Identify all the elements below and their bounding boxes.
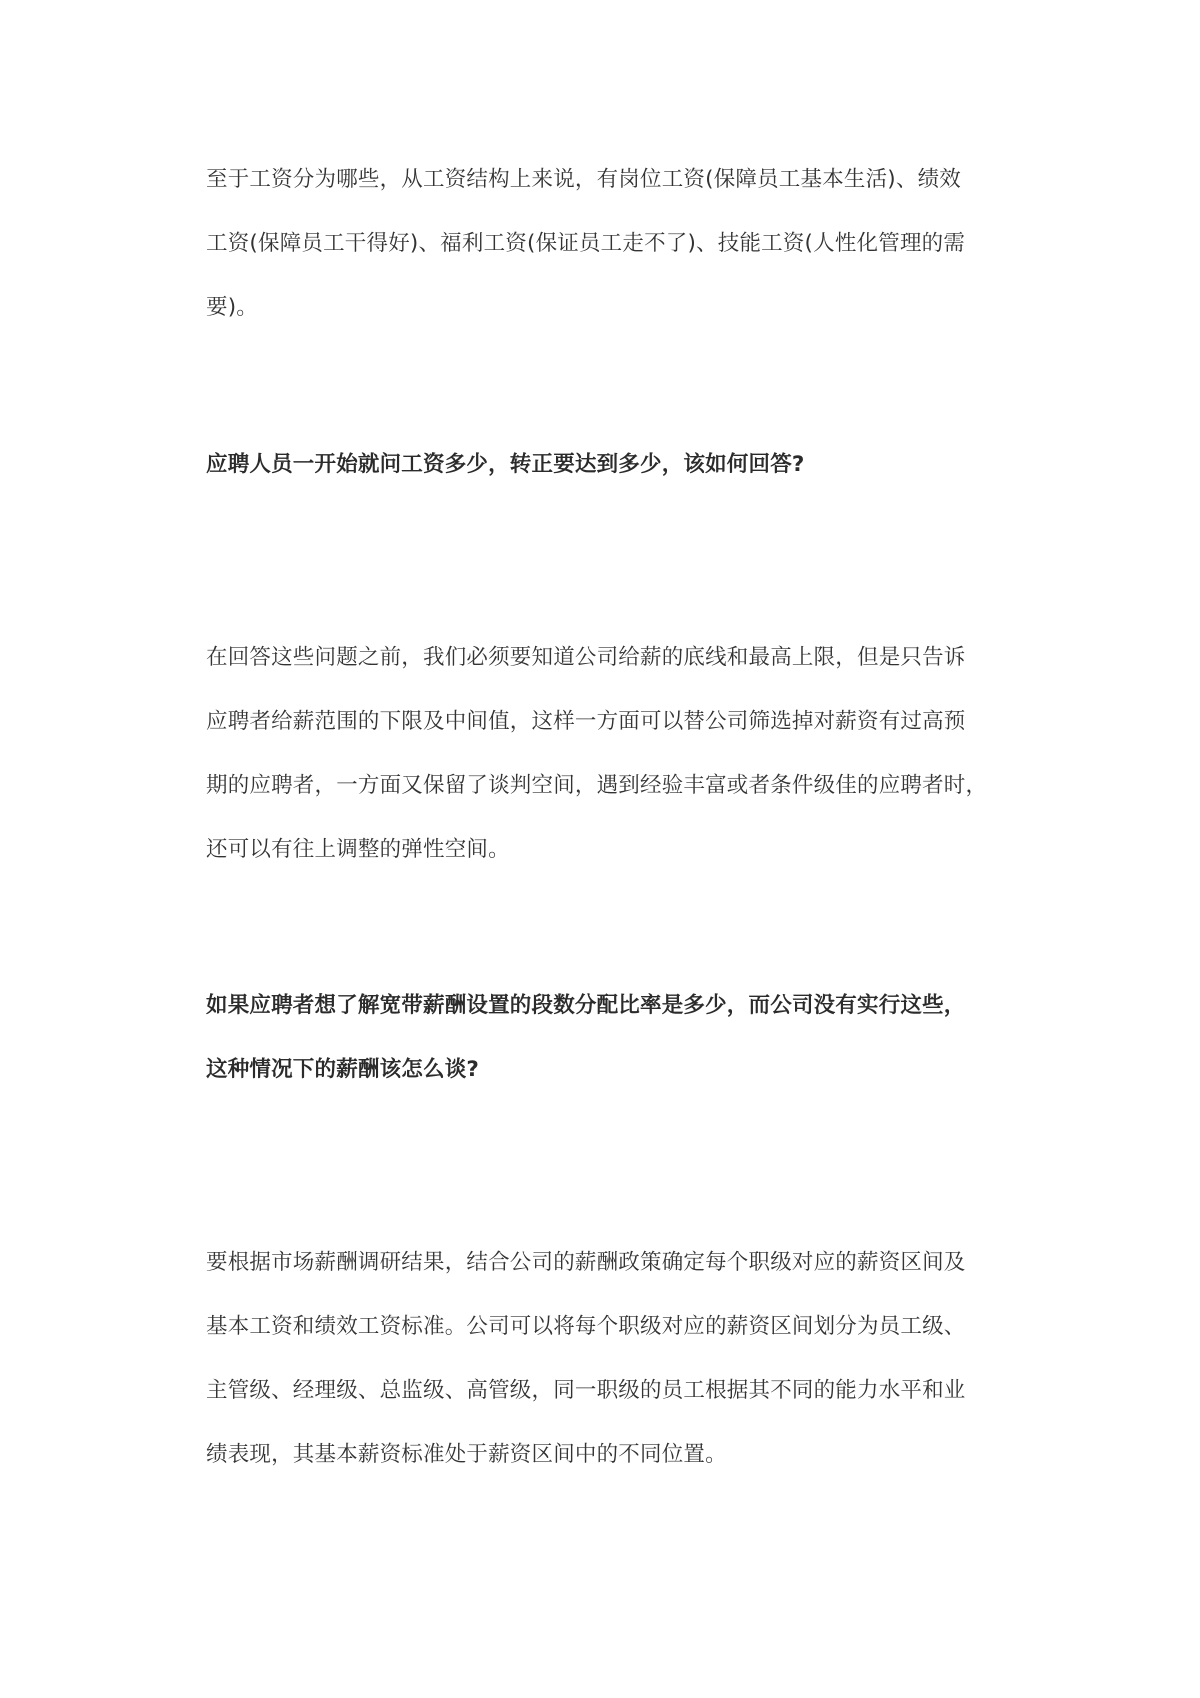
paragraph-1-line-1: 至于工资分为哪些，从工资结构上来说，有岗位工资(保障员工基本生活)、绩效	[206, 167, 961, 192]
paragraph-1-line-2: 工资(保障员工干得好)、福利工资(保证员工走不了)、技能工资(人性化管理的需	[206, 231, 966, 256]
heading-2-line-1: 如果应聘者想了解宽带薪酬设置的段数分配比率是多少，而公司没有实行这些，	[206, 993, 966, 1018]
heading-1: 应聘人员一开始就问工资多少，转正要达到多少，该如何回答?	[206, 452, 805, 477]
paragraph-3-line-3: 主管级、经理级、总监级、高管级，同一职级的员工根据其不同的能力水平和业	[206, 1378, 966, 1403]
paragraph-1-line-3: 要)。	[206, 295, 258, 320]
paragraph-3-line-2: 基本工资和绩效工资标准。公司可以将每个职级对应的薪资区间划分为员工级、	[206, 1314, 966, 1339]
heading-2-line-2: 这种情况下的薪酬该怎么谈?	[206, 1057, 480, 1082]
paragraph-3-line-1: 要根据市场薪酬调研结果，结合公司的薪酬政策确定每个职级对应的薪资区间及	[206, 1250, 966, 1275]
paragraph-2-line-3: 期的应聘者，一方面又保留了谈判空间，遇到经验丰富或者条件级佳的应聘者时，	[206, 773, 988, 798]
paragraph-2-line-2: 应聘者给薪范围的下限及中间值，这样一方面可以替公司筛选掉对薪资有过高预	[206, 709, 966, 734]
paragraph-2-line-4: 还可以有往上调整的弹性空间。	[206, 837, 510, 862]
paragraph-2-line-1: 在回答这些问题之前，我们必须要知道公司给薪的底线和最高上限，但是只告诉	[206, 645, 966, 670]
paragraph-3-line-4: 绩表现，其基本薪资标准处于薪资区间中的不同位置。	[206, 1442, 727, 1467]
